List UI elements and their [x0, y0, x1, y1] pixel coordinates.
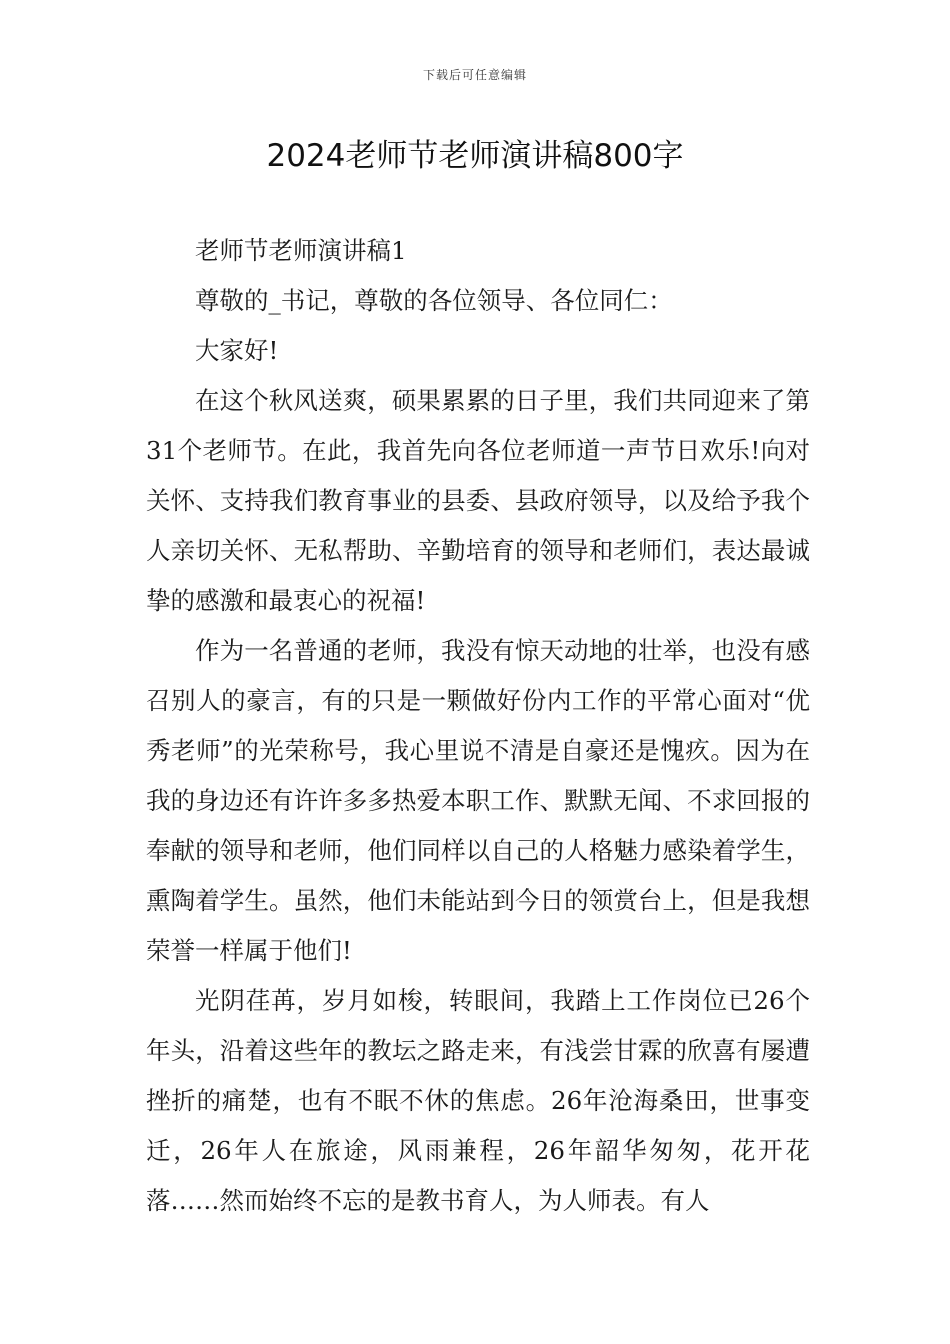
header-note: 下载后可任意编辑: [422, 68, 527, 82]
document-title: 2024老师节老师演讲稿800字: [266, 138, 684, 174]
paragraph: 作为一名普通的老师，我没有惊天动地的壮举，也没有感召别人的豪言，有的只是一颗做好份内工作的平常心面对“优秀老师”的光荣称号，我心里说不清是自豪还是愧疚。因为在我的身边还有许许多多热爱本职工作、默默无闻、不求回报的奉献的领导和老师，他们同样以自己的人格魅力感染着学生，熏陶着学生。虽然，他们未能站到今日的领赏台上，但是我想荣誉一样属于他们!: [146, 636, 810, 965]
document-body: [146, 226, 810, 1226]
paragraph: 在这个秋风送爽，硕果累累的日子里，我们共同迎来了第31个老师节。在此，我首先向各位老师道一声节日欢乐!向对关怀、支持我们教育事业的县委、县政府领导，以及给予我个人亲切关怀、无私帮助、辛勤培育的领导和老师们，表达最诚挚的感激和最衷心的祝福!: [146, 386, 810, 615]
paragraph-salutation: 尊敬的_书记，尊敬的各位领导、各位同仁：: [195, 286, 673, 315]
paragraph: 光阴荏苒，岁月如梭，转眼间，我踏上工作岗位已26个年头，沿着这些年的教坛之路走来，有浅尝甘霖的欣喜有屡遭挫折的痛楚，也有不眠不休的焦虑。26年沧海桑田，世事变迁，26年人在旅途，风雨兼程，26年韶华匆匆，花开花落……然而始终不忘的是教书育人，为人师表。有人: [146, 986, 810, 1215]
paragraph-heading: 老师节老师演讲稿1: [195, 236, 407, 265]
paragraph-greeting: 大家好!: [195, 336, 279, 365]
